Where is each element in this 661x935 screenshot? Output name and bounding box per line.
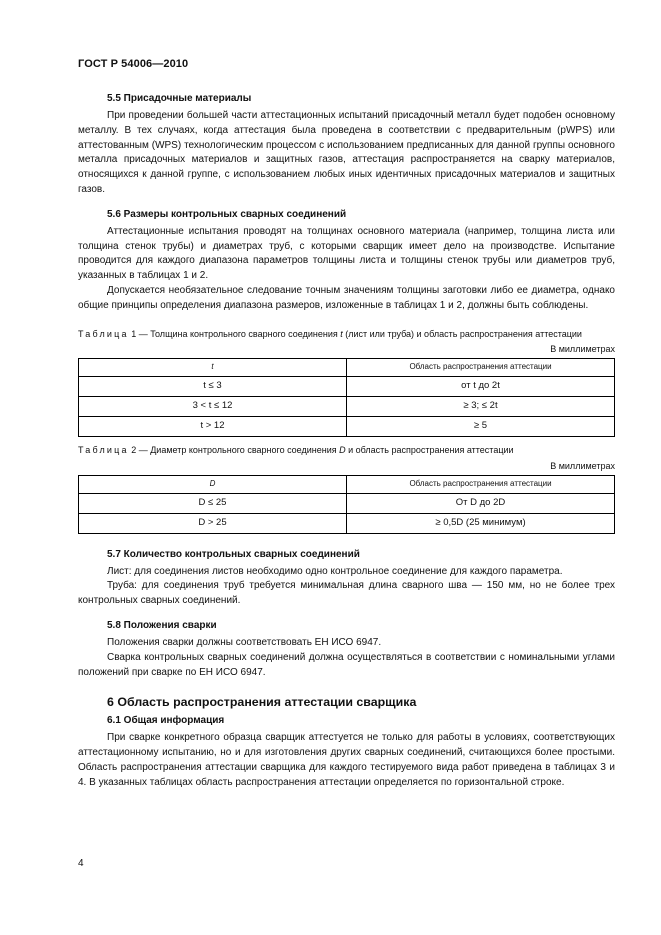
table-cell: ≥ 0,5D (25 минимум) [347,513,615,533]
table-cell: t > 12 [79,417,347,437]
section-5-8-paragraph-2: Сварка контрольных сварных соединений должна осуществляться в соответствии с номинальными углами положений при сварке по ЕН ИСО 6947. [78,651,615,678]
table-cell: От D до 2D [347,493,615,513]
table-cell: D ≤ 25 [79,493,347,513]
table-cell: ≥ 5 [347,417,615,437]
section-5-7-paragraph-1: Лист: для соединения листов необходимо одно контрольное соединение для каждого параметра. [107,565,563,577]
section-5-8-paragraph-1: Положения сварки должны соответствовать ЕН ИСО 6947. [107,636,382,648]
table-cell: t ≤ 3 [79,377,347,397]
section-6-title: 6 Область распространения аттестации сварщика [107,695,417,710]
table-1-col-thickness: t [79,359,347,377]
table-1-label: Таблица [78,328,129,339]
table-row [79,513,615,533]
table-2-label: Таблица [78,445,129,456]
page-number: 4 [78,858,84,869]
section-6-1-paragraph: При сварке конкретного образца сварщик аттестуется не только для работы в условиях, соответствующих аттестационному испытанию, но и для изготовления других сварных соединений, считающихся более простыми. Область распространения аттестации сварщика для каждого тестируемого вида работ приведена в таблицах 3 и 4. В указанных таблицах область распространения аттестации определяется по горизонтальной строке. [78,732,615,788]
section-6-1-title: 6.1 Общая информация [107,715,225,727]
table-2-units: В миллиметрах [550,460,615,471]
table-row [79,397,615,417]
table-row [79,377,615,397]
section-5-6-title: 5.6 Размеры контрольных сварных соединений [107,208,347,220]
table-1-units: В миллиметрах [550,344,615,355]
table-1 [78,358,615,437]
table-2-col-range: Область распространения аттестации [347,475,615,493]
table-cell: 3 < t ≤ 12 [79,397,347,417]
table-cell: D > 25 [79,513,347,533]
page-content [78,92,615,791]
table-2-col-diameter: D [79,475,347,493]
section-5-5-title: 5.5 Присадочные материалы [107,93,252,104]
section-5-8-title: 5.8 Положения сварки [107,619,217,631]
table-cell: ≥ 3; ≤ 2t [347,397,615,417]
table-header-row [79,359,615,377]
section-5-6-paragraph-1: Аттестационные испытания проводят на толщинах основного материала (например, толщина листа или толщина стенок трубы) и диаметрах труб, с которыми сварщик имеет дело на производстве. Испытание проводится для каждого диапазона параметров толщины листа и толщины стенок трубы или диаметров труб, указанных в таблицах 1 и 2. [78,225,615,282]
table-1-col-range: Область распространения аттестации [347,359,615,377]
table-row [79,417,615,437]
table-cell: от t до 2t [347,377,615,397]
section-5-6-paragraph-2: Допускается необязательное следование точным значениям толщины заготовки либо ее диаметра, однако общие принципы определения диапазона размеров, изложенные в таблицах 1 и 2, должны быть соблюдены. [78,284,615,311]
section-5-5-paragraph: При проведении большей части аттестационных испытаний присадочный металл будет подобен основному металлу. В тех случаях, когда аттестация была проведена в соответствии с предварительным (pWPS) или аттестованным (WPS) технологическим процессом с использованием предписанных для данной группы основного металла присадочных материалов и защитных газов, аттестация распространяется на сварку материалов, относящихся к данной группе, с использованием любых иных идентичных присадочных материалов и защитных газов. [78,110,615,195]
table-row [79,493,615,513]
table-1-caption: Таблица 1 — Толщина контрольного сварного соединения t (лист или труба) и область распространения аттестации [78,328,582,339]
document-code: ГОСТ Р 54006—2010 [78,58,189,70]
table-2-caption: Таблица 2 — Диаметр контрольного сварного соединения D и область распространения аттестации [78,445,514,456]
section-5-7-title: 5.7 Количество контрольных сварных соединений [107,548,360,560]
table-2 [78,475,615,534]
section-5-7-paragraph-2: Труба: для соединения труб требуется минимальная длина сварного шва — 150 мм, но не более трех контрольных сварных соединений. [78,580,615,607]
table-header-row [79,475,615,493]
